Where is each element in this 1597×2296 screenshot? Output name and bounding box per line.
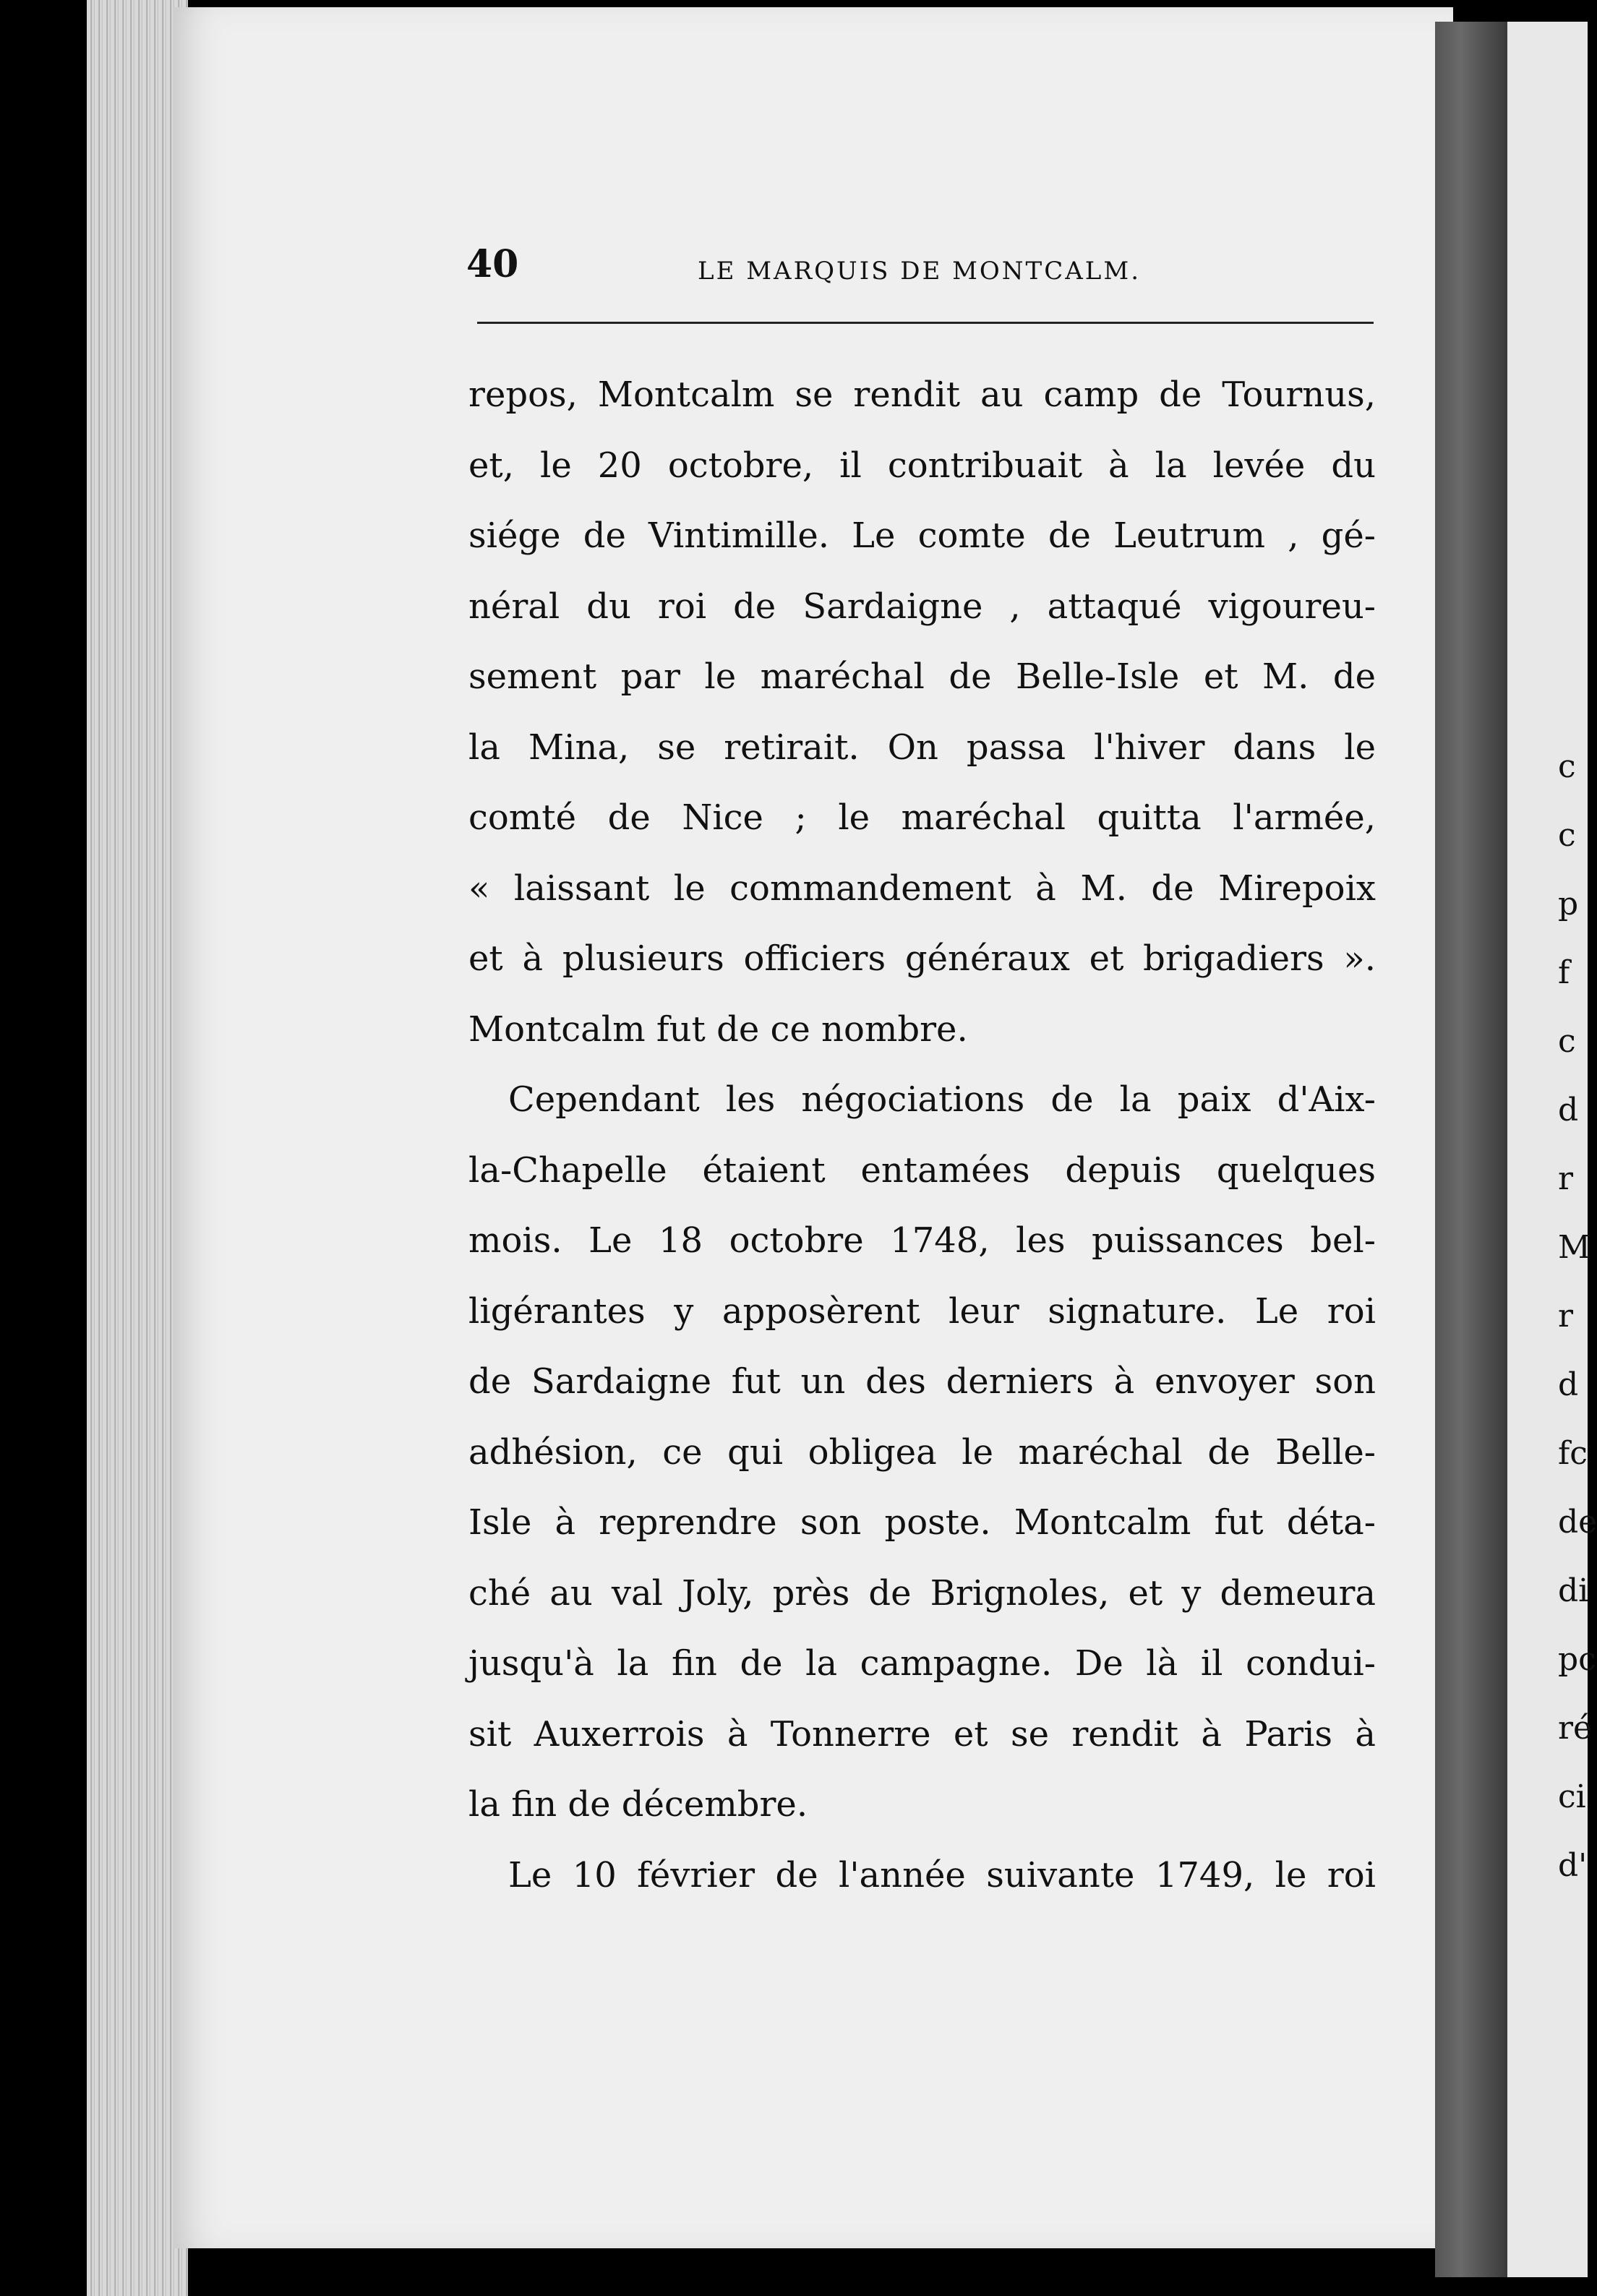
text-line: et, le 20 octobre, il contribuait à la levée du bbox=[468, 445, 1376, 486]
facing-page-fragment: de bbox=[1558, 1504, 1597, 1541]
facing-page-fragment: f bbox=[1558, 954, 1570, 991]
facing-page-fragment: ré bbox=[1558, 1710, 1593, 1747]
text-line: et à plusieurs officiers généraux et brigadiers ». bbox=[468, 938, 1376, 979]
text-line: Le 10 février de l'année suivante 1749, le roi bbox=[508, 1854, 1376, 1896]
text-line: Cependant les négociations de la paix d'Aix- bbox=[508, 1079, 1376, 1120]
text-line: sement par le maréchal de Belle-Isle et M. de bbox=[468, 656, 1376, 697]
text-line: comté de Nice ; le maréchal quitta l'armée, bbox=[468, 797, 1376, 838]
text-line: siége de Vintimille. Le comte de Leutrum , gé- bbox=[468, 515, 1376, 556]
facing-page-fragment: d bbox=[1558, 1092, 1579, 1128]
text-line: la Mina, se retirait. On passa l'hiver dans le bbox=[468, 727, 1376, 768]
text-line: « laissant le commandement à M. de Mirepoix bbox=[468, 868, 1376, 909]
text-line: Montcalm fut de ce nombre. bbox=[468, 1008, 968, 1050]
text-line: adhésion, ce qui obligea le maréchal de Belle- bbox=[468, 1431, 1376, 1473]
header-rule bbox=[477, 322, 1374, 324]
facing-page-fragment: d bbox=[1558, 1366, 1579, 1403]
text-line: repos, Montcalm se rendit au camp de Tournus, bbox=[468, 374, 1376, 415]
text-line: la-Chapelle étaient entamées depuis quelques bbox=[468, 1149, 1376, 1191]
facing-page-fragment: c bbox=[1558, 1023, 1576, 1060]
facing-page-fragment: p bbox=[1558, 886, 1579, 922]
facing-page-fragment: M bbox=[1558, 1229, 1591, 1266]
facing-page-fragment: ci bbox=[1558, 1778, 1586, 1815]
text-line: ligérantes y apposèrent leur signature. Le roi bbox=[468, 1290, 1376, 1332]
facing-page-fragment: r bbox=[1558, 1298, 1574, 1335]
facing-page-fragment: r bbox=[1558, 1160, 1574, 1197]
facing-page-fragment: c bbox=[1558, 748, 1576, 785]
text-line: ché au val Joly, près de Brignoles, et y demeura bbox=[468, 1572, 1376, 1614]
running-head bbox=[466, 242, 1374, 293]
text-line: sit Auxerrois à Tonnerre et se rendit à Paris à bbox=[468, 1713, 1376, 1755]
page-number: 40 bbox=[466, 242, 519, 286]
facing-page-fragment: fc bbox=[1558, 1435, 1588, 1472]
text-line: jusqu'à la fin de la campagne. De là il condui- bbox=[468, 1643, 1376, 1684]
book-gutter bbox=[1435, 22, 1507, 2277]
facing-page-fragment: pc bbox=[1558, 1641, 1596, 1678]
running-title: LE MARQUIS DE MONTCALM. bbox=[698, 257, 1141, 286]
text-line: de Sardaigne fut un des derniers à envoyer son bbox=[468, 1361, 1376, 1402]
text-line: mois. Le 18 octobre 1748, les puissances bel- bbox=[468, 1220, 1376, 1261]
text-line: néral du roi de Sardaigne , attaqué vigoureu- bbox=[468, 586, 1376, 627]
body-text bbox=[468, 360, 1376, 1911]
facing-page-fragment: c bbox=[1558, 817, 1576, 854]
facing-page-fragment: d' bbox=[1558, 1847, 1588, 1884]
text-line: la fin de décembre. bbox=[468, 1784, 808, 1825]
text-line: Isle à reprendre son poste. Montcalm fut déta- bbox=[468, 1502, 1376, 1543]
facing-page-edge bbox=[1507, 22, 1597, 2277]
page-edges bbox=[87, 0, 188, 2296]
facing-page-fragment: di bbox=[1558, 1572, 1589, 1609]
